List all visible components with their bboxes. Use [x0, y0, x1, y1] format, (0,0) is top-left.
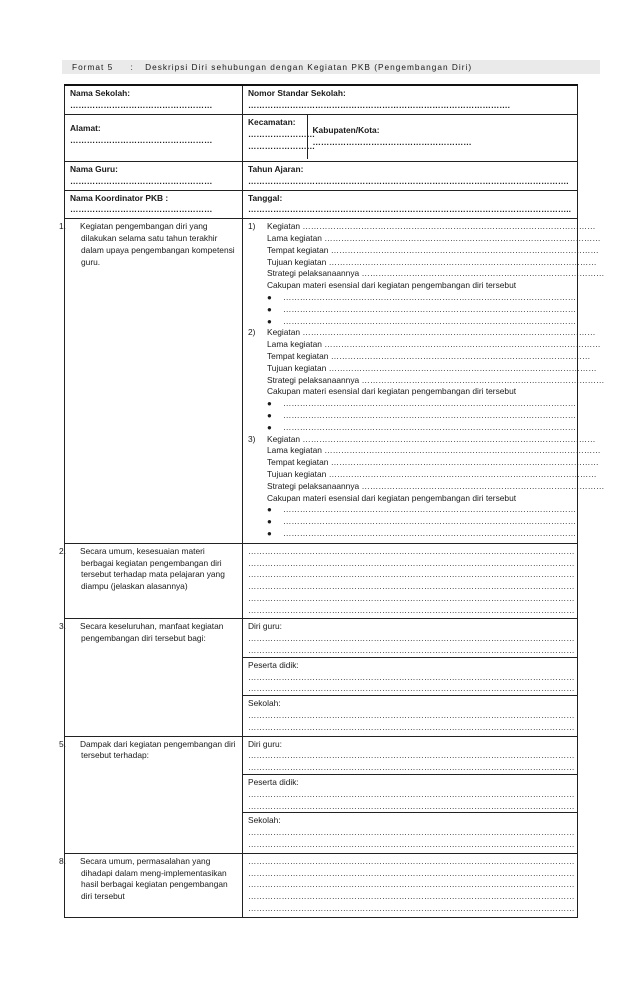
activity-2-cakupan: Cakupan materi esensial dari kegiatan pengembangan diri tersebut: [267, 386, 517, 397]
q5-diri-guru-line[interactable]: ………………………………………………………………………………………………………: [248, 750, 575, 761]
kabupaten-field[interactable]: …………………………………………………: [312, 136, 472, 147]
pkb-form-table: [59, 84, 605, 918]
answer-8-line[interactable]: ………………………………………………………………………………………………………: [248, 867, 575, 878]
activity-3-tempat[interactable]: Tempat kegiatan ……………………………………………………………………………………: [267, 457, 599, 468]
row-koordinator: [65, 190, 578, 219]
bullet-icon: ●: [267, 304, 272, 314]
question-3: 3. Secara keseluruhan, manfaat kegiatan pengembangan diri tersebut bagi:: [59, 621, 224, 644]
activity-2-tujuan[interactable]: Tujuan kegiatan ……………………………………………………………………………………: [267, 362, 597, 373]
q3-diri-guru-line[interactable]: ………………………………………………………………………………………………………: [248, 633, 575, 644]
row-nama-sekolah: [65, 85, 578, 115]
nomor-sekolah-field[interactable]: ………………………………………………………………………………….: [248, 99, 510, 110]
answer-2-line[interactable]: ………………………………………………………………………………………………………: [248, 569, 575, 580]
activity-1-tujuan[interactable]: Tujuan kegiatan ……………………………………………………………………………………: [267, 256, 597, 267]
nama-guru-field[interactable]: ……………………………………………: [70, 175, 213, 186]
answer-2-line[interactable]: ………………………………………………………………………………………………………: [248, 557, 575, 568]
bullet-icon: ●: [267, 316, 272, 326]
answer-2-line[interactable]: ………………………………………………………………………………………………………: [248, 592, 575, 603]
tanggal-field[interactable]: ……………………………………………………………………………………………………..: [248, 204, 571, 215]
kecamatan-kabupaten-block: [243, 115, 577, 159]
activity-3-cakupan: Cakupan materi esensial dari kegiatan pengembangan diri tersebut: [267, 492, 517, 503]
bullet-icon: ●: [267, 399, 272, 409]
kecamatan-label: Kecamatan:: [248, 117, 296, 127]
q5-peserta-didik-line[interactable]: ………………………………………………………………………………………………………: [248, 788, 575, 799]
answer-8-line[interactable]: ………………………………………………………………………………………………………: [248, 891, 575, 902]
answer-2-line[interactable]: ………………………………………………………………………………………………………: [248, 604, 575, 615]
activity-2: 2) Kegiatan …………………………………………………………………………………………… Lama kegiatan ……………………………………………………………………………………… Tempat kegiatan ………………………………………………………………………………… Tujuan kegiatan …………………………………………………………………………………… Strategi pelaksanaannya …………………………………………………………………………… Cakupan materi esensial dari kegiatan pengembangan diri tersebut ● …………………………………………………………………………………………… ● …………………………………………………………………………………………… ● ……………………………………………………………………………………………: [248, 327, 605, 432]
q3-sekolah-line[interactable]: ………………………………………………………………………………………………………: [248, 721, 575, 732]
answer-2-line[interactable]: ………………………………………………………………………………………………………: [248, 545, 575, 556]
activity-1-kegiatan[interactable]: Kegiatan ……………………………………………………………………………………………: [267, 221, 596, 232]
q3-peserta-didik-line[interactable]: ………………………………………………………………………………………………………: [248, 671, 575, 682]
answer-8-line[interactable]: ………………………………………………………………………………………………………: [248, 879, 575, 890]
activity-2-bullet[interactable]: ● ……………………………………………………………………………………………: [267, 421, 577, 432]
q5-sekolah-line[interactable]: ………………………………………………………………………………………………………: [248, 827, 575, 838]
q5-peserta-didik-label: Peserta didik:: [248, 777, 299, 788]
activity-1-bullet[interactable]: ● ……………………………………………………………………………………………: [267, 303, 577, 314]
row-question-1: [65, 219, 578, 544]
q5-diri-guru-label: Diri guru:: [248, 738, 282, 749]
row-alamat: [65, 115, 578, 162]
q5-diri-guru-line[interactable]: ………………………………………………………………………………………………………: [248, 762, 575, 773]
activity-3-lama[interactable]: Lama kegiatan ………………………………………………………………………………………: [267, 445, 601, 456]
kabupaten-label: Kabupaten/Kota:: [312, 125, 380, 135]
q5-sekolah: [243, 812, 577, 850]
q3-diri-guru-label: Diri guru:: [248, 621, 282, 632]
form-title: Deskripsi Diri sehubungan dengan Kegiatan PKB (Pengembangan Diri): [145, 62, 473, 72]
activity-3-tujuan[interactable]: Tujuan kegiatan ……………………………………………………………………………………: [267, 468, 597, 479]
activity-2-bullet[interactable]: ● ……………………………………………………………………………………………: [267, 409, 577, 420]
question-8: 8. Secara umum, permasalahan yang dihadapi dalam meng-implementasikan hasil berbagai kegiatan pengembangan diri tersebut: [59, 855, 228, 902]
activity-2-bullet[interactable]: ● ……………………………………………………………………………………………: [267, 398, 577, 409]
activity-1-cakupan: Cakupan materi esensial dari kegiatan pengembangan diri tersebut: [267, 280, 517, 291]
koordinator-field[interactable]: ……………………………………………: [70, 204, 213, 215]
activity-3: 3) Kegiatan …………………………………………………………………………………………… Lama kegiatan ……………………………………………………………………………………… Tempat kegiatan …………………………………………………………………………………… Tujuan kegiatan …………………………………………………………………………………… Strategi pelaksanaannya …………………………………………………………………………… Cakupan materi esensial dari kegiatan pengembangan diri tersebut ● …………………………………………………………………………………………… ● …………………………………………………………………………………………… ● ……………………………………………………………………………………………: [248, 433, 605, 538]
question-1: 1. Kegiatan pengembangan diri yang dilakukan selama satu tahun terakhir dalam upaya pengembangan kompetensi guru.: [59, 221, 235, 267]
alamat-label: Alamat:: [70, 123, 101, 133]
q5-diri-guru: [243, 739, 577, 774]
kecamatan-field-2[interactable]: ……………………: [248, 140, 315, 151]
q3-diri-guru: [243, 621, 577, 656]
activity-1: 1) Kegiatan …………………………………………………………………………………………… Lama kegiatan ……………………………………………………………………………………… Tempat kegiatan …………………………………………………………………………………… Tujuan kegiatan …………………………………………………………………………………… Strategi pelaksanaannya …………………………………………………………………………… Cakupan materi esensial dari kegiatan pengembangan diri tersebut ● …………………………………………………………………………………………… ● …………………………………………………………………………………………… ● ……………………………………………………………………………………………: [248, 221, 605, 326]
form-header: [62, 60, 600, 74]
activity-1-bullet[interactable]: ● ……………………………………………………………………………………………: [267, 291, 577, 302]
header-separator: :: [130, 62, 134, 72]
q3-diri-guru-line[interactable]: ………………………………………………………………………………………………………: [248, 645, 575, 656]
row-question-5: [65, 736, 578, 853]
row-question-2: [65, 543, 578, 619]
row-nama-guru: [65, 162, 578, 191]
question-2: 2. Secara umum, kesesuaian materi berbagai kegiatan pengembangan diri tersebut terhadap mata pelajaran yang diampu (jelaskan alasannya): [59, 545, 225, 592]
q3-peserta-didik-line[interactable]: ………………………………………………………………………………………………………: [248, 683, 575, 694]
answer-8-line[interactable]: ………………………………………………………………………………………………………: [248, 855, 575, 866]
nama-sekolah-label: Nama Sekolah:: [70, 88, 131, 98]
tahun-ajaran-label: Tahun Ajaran:: [248, 164, 304, 174]
activity-1-tempat[interactable]: Tempat kegiatan ……………………………………………………………………………………: [267, 244, 599, 255]
koordinator-label: Nama Koordinator PKB :: [70, 192, 169, 203]
kecamatan-field-1[interactable]: ……………………: [248, 128, 315, 139]
activity-2-tempat[interactable]: Tempat kegiatan …………………………………………………………………………………: [267, 350, 591, 361]
nama-sekolah-field[interactable]: ……………………………………………: [70, 99, 213, 110]
activity-2-lama[interactable]: Lama kegiatan ………………………………………………………………………………………: [267, 339, 601, 350]
question-5: 5. Dampak dari kegiatan pengembangan diri tersebut terhadap:: [59, 738, 236, 761]
q5-peserta-didik: [243, 774, 577, 812]
answer-2-line[interactable]: ………………………………………………………………………………………………………: [248, 581, 575, 592]
activity-2-strategi[interactable]: Strategi pelaksanaannya ……………………………………………………………………………: [267, 374, 605, 385]
bullet-icon: ●: [267, 517, 272, 527]
activity-3-bullet[interactable]: ● ……………………………………………………………………………………………: [267, 504, 577, 515]
q3-peserta-didik-label: Peserta didik:: [248, 659, 299, 670]
q3-sekolah: [243, 695, 577, 733]
format-number: Format 5: [72, 62, 114, 72]
q5-peserta-didik-line[interactable]: ………………………………………………………………………………………………………: [248, 800, 575, 811]
activity-2-kegiatan[interactable]: Kegiatan ……………………………………………………………………………………………: [267, 327, 596, 338]
nomor-sekolah-label: Nomor Standar Sekolah:: [248, 88, 346, 98]
tanggal-label: Tanggal:: [248, 192, 283, 203]
q3-peserta-didik: [243, 657, 577, 695]
bullet-icon: ●: [267, 528, 272, 538]
bullet-icon: ●: [267, 505, 272, 515]
activity-3-strategi[interactable]: Strategi pelaksanaannya ……………………………………………………………………………: [267, 480, 605, 491]
tahun-ajaran-field[interactable]: …………………………………………………………………………………………………….: [248, 175, 569, 186]
activity-1-lama[interactable]: Lama kegiatan ………………………………………………………………………………………: [267, 232, 601, 243]
bullet-icon: ●: [267, 292, 272, 302]
q3-sekolah-line[interactable]: ………………………………………………………………………………………………………: [248, 710, 575, 721]
nama-guru-label: Nama Guru:: [70, 164, 118, 174]
activity-3-kegiatan[interactable]: Kegiatan ……………………………………………………………………………………………: [267, 433, 596, 444]
activity-3-bullet[interactable]: ● ……………………………………………………………………………………………: [267, 527, 577, 538]
q3-sekolah-label: Sekolah:: [248, 698, 281, 709]
activity-1-strategi[interactable]: Strategi pelaksanaannya ……………………………………………………………………………: [267, 268, 605, 279]
bullet-icon: ●: [267, 410, 272, 420]
answer-8-line[interactable]: ………………………………………………………………………………………………………: [248, 903, 575, 914]
alamat-field[interactable]: ……………………………………………: [70, 134, 213, 145]
activity-1-bullet[interactable]: ● ……………………………………………………………………………………………: [267, 315, 577, 326]
bullet-icon: ●: [267, 422, 272, 432]
q5-sekolah-label: Sekolah:: [248, 815, 281, 826]
activity-3-bullet[interactable]: ● ……………………………………………………………………………………………: [267, 516, 577, 527]
q5-sekolah-line[interactable]: ………………………………………………………………………………………………………: [248, 839, 575, 850]
row-question-3: [65, 619, 578, 736]
row-question-8: [65, 853, 578, 917]
